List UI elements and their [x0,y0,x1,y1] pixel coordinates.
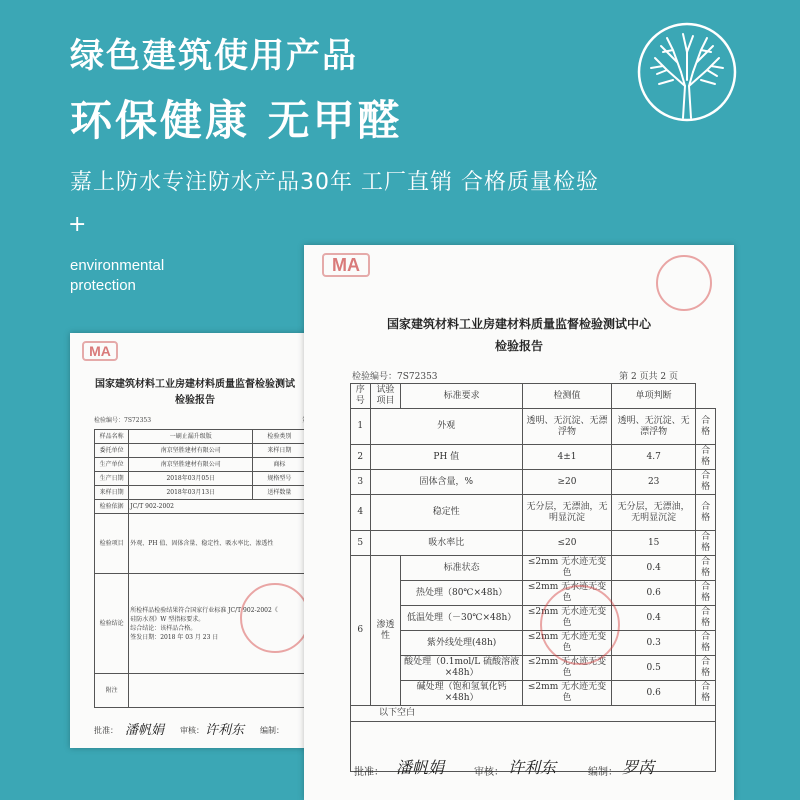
report-a-sig-1: 潘帆娟 [125,723,165,738]
headline-green-building: 绿色建筑使用产品 [70,36,358,76]
table-row [95,674,320,708]
report-a-number: 检验编号：7S72353 [94,417,152,424]
table-header-cell: 检测值 [522,384,611,409]
table-cell: 透明、无沉淀、无漂浮物 [522,409,611,445]
report-b-number: 检验编号：7S72353 [352,372,438,382]
table-cell: 15 [612,531,696,556]
report-b-title: 国家建筑材料工业房建材料质量监督检验测试中心 [386,317,651,331]
table-cell: 0.4 [612,556,696,581]
report-b-sig-3: 罗芮 [622,758,655,777]
table-cell: 外观 [370,409,522,445]
table-cell: 酸处理（0.1mol/L 硫酸溶液×48h） [401,656,523,681]
table-cell: 合格 [696,631,716,656]
cma-mark: MA [82,341,118,361]
table-cell: 一刷止漏升级版 [129,430,253,444]
table-row [95,472,320,486]
table-cell: 来样日期 [253,444,306,458]
table-cell: 来样日期 [95,486,129,500]
report-b-subtitle: 检验报告 [494,339,543,353]
table-row [351,656,716,681]
table-row [351,556,716,581]
table-header-cell: 试验项目 [370,384,401,409]
table-row [351,681,716,706]
table-cell: 0.4 [612,606,696,631]
table-cell: 紫外线处理(48h) [401,631,523,656]
table-row [351,581,716,606]
table-cell: 2018年03月05日 [129,472,253,486]
table-cell: 5 [351,531,371,556]
english-line-1: environmental [70,257,165,274]
table-row [351,606,716,631]
table-cell: 合格 [696,531,716,556]
table-cell: ≤2mm 无水迹无变色 [522,631,611,656]
table-cell-line: JC/T 902-2002 [130,503,174,510]
table-cell: 检验结论 [95,574,129,674]
table-cell: 4 [351,495,371,531]
cma-mark: MA [322,253,370,277]
table-cell [129,674,320,708]
table-row [95,444,320,458]
table-cell: ≥20 [522,470,611,495]
table-cell: 渗透性 [370,556,401,706]
red-stamp [540,585,620,665]
report-a-compile: 编制： [260,726,284,735]
table-cell-line: 签发日期：2018 年 03 月 23 日 [130,633,219,641]
table-cell: 固体含量，% [370,470,522,495]
table-header-cell: 序号 [351,384,371,409]
tree-icon [637,22,737,122]
table-cell: 合格 [696,445,716,470]
table-row [351,706,716,722]
table-row [351,470,716,495]
table-cell: ≤2mm 无水迹无变色 [522,556,611,581]
report-a-table [94,429,320,708]
table-cell: 生产单位 [95,458,129,472]
table-cell: 无分层，无漂油，无明显沉淀 [522,495,611,531]
headline-subtitle: 嘉上防水专注防水产品30年 工厂直销 合格质量检验 [70,170,599,195]
table-cell: PH 值 [370,445,522,470]
english-tagline [70,256,164,296]
table-cell: 附注 [95,674,129,708]
table-row [95,458,320,472]
table-cell: 送样数量 [253,486,306,500]
report-b-compile: 编制： [588,767,618,778]
report-a-approve: 批准： [94,726,118,735]
table-cell [129,514,320,574]
table-cell [129,500,320,514]
table-cell: 检验依据 [95,500,129,514]
table-cell-line: 所检样品检验结果符合国家行业标准 JC/T 902-2002《 [130,606,278,614]
table-header-cell: 标准要求 [401,384,523,409]
table-row [95,514,320,574]
table-cell: 热处理（80℃×48h） [401,581,523,606]
table-cell: 1 [351,409,371,445]
headline-eco-healthy: 环保健康 无甲醛 [70,96,403,145]
table-cell-line: 综合结论：该样品合格。 [130,624,197,632]
table-cell: 合格 [696,556,716,581]
table-cell: 合格 [696,581,716,606]
english-line-2: protection [70,277,136,294]
table-cell: 4.7 [612,445,696,470]
table-row [95,500,320,514]
table-cell: 合格 [696,681,716,706]
table-cell: ≤20 [522,531,611,556]
table-cell: 0.6 [612,581,696,606]
table-cell: 0.5 [612,656,696,681]
table-cell-line: 外观、PH 值、固体含量、稳定性、吸水率比、渗透性 [130,540,274,547]
table-cell: 4±1 [522,445,611,470]
table-cell: ≤2mm 无水迹无变色 [522,681,611,706]
table-cell: 0.6 [612,681,696,706]
table-cell: 合格 [696,409,716,445]
test-report-page-2 [304,245,734,800]
table-row [95,486,320,500]
table-cell: 样品名称 [95,430,129,444]
report-a-sig-2: 许利东 [205,723,245,738]
table-cell: 委托单位 [95,444,129,458]
table-row [351,445,716,470]
table-cell: 合格 [696,606,716,631]
table-cell: 南京坚胜建材有限公司 [129,444,253,458]
report-b-page: 第 2 页共 2 页 [619,372,678,382]
table-cell: ≤2mm 无水迹无变色 [522,606,611,631]
table-cell: 标准状态 [401,556,523,581]
table-cell: 透明、无沉淀、无漂浮物 [612,409,696,445]
report-b-approve: 批准： [354,767,384,778]
table-cell: 23 [612,470,696,495]
table-cell: 检验项目 [95,514,129,574]
table-cell: 南京坚胜建材有限公司 [129,458,253,472]
report-a-title: 国家建筑材料工业房建材料质量监督检验测试 [95,379,295,390]
table-cell: ≤2mm 无水迹无变色 [522,581,611,606]
table-cell: 碱处理（饱和氢氧化钙×48h） [401,681,523,706]
table-cell: 0.3 [612,631,696,656]
red-stamp [656,255,712,311]
table-cell: 无分层，无漂油，无明显沉淀 [612,495,696,531]
report-a-subtitle: 检验报告 [175,395,215,406]
table-cell: 2018年03月13日 [129,486,253,500]
table-cell: 合格 [696,656,716,681]
table-cell-line: 硅防水剂》W 型指标要求。 [130,615,205,623]
report-a-review: 审核： [180,726,204,735]
table-cell: 以下空白 [351,706,716,722]
table-cell: 2 [351,445,371,470]
table-cell: 低温处理（－30℃×48h） [401,606,523,631]
report-b-sig-1: 潘帆娟 [396,758,445,777]
table-row [95,430,320,444]
test-report-page-1 [70,333,320,748]
report-b-review: 审核： [474,767,504,778]
table-cell: 规格型号 [253,472,306,486]
table-cell: 吸水率比 [370,531,522,556]
table-row [351,631,716,656]
report-b-table [350,383,716,772]
report-b-sig-2: 许利东 [508,758,557,777]
table-cell: 生产日期 [95,472,129,486]
table-cell: 检验类别 [253,430,306,444]
table-cell: 6 [351,556,371,706]
table-row [351,531,716,556]
plus-sign: + [68,212,87,237]
table-cell: 合格 [696,470,716,495]
table-cell: ≤2mm 无水迹无变色 [522,656,611,681]
red-stamp [240,583,310,653]
table-cell: 商标 [253,458,306,472]
table-cell: 合格 [696,495,716,531]
table-row [351,495,716,531]
table-cell: 稳定性 [370,495,522,531]
table-row [351,409,716,445]
table-cell: 3 [351,470,371,495]
table-header-cell: 单项判断 [612,384,696,409]
